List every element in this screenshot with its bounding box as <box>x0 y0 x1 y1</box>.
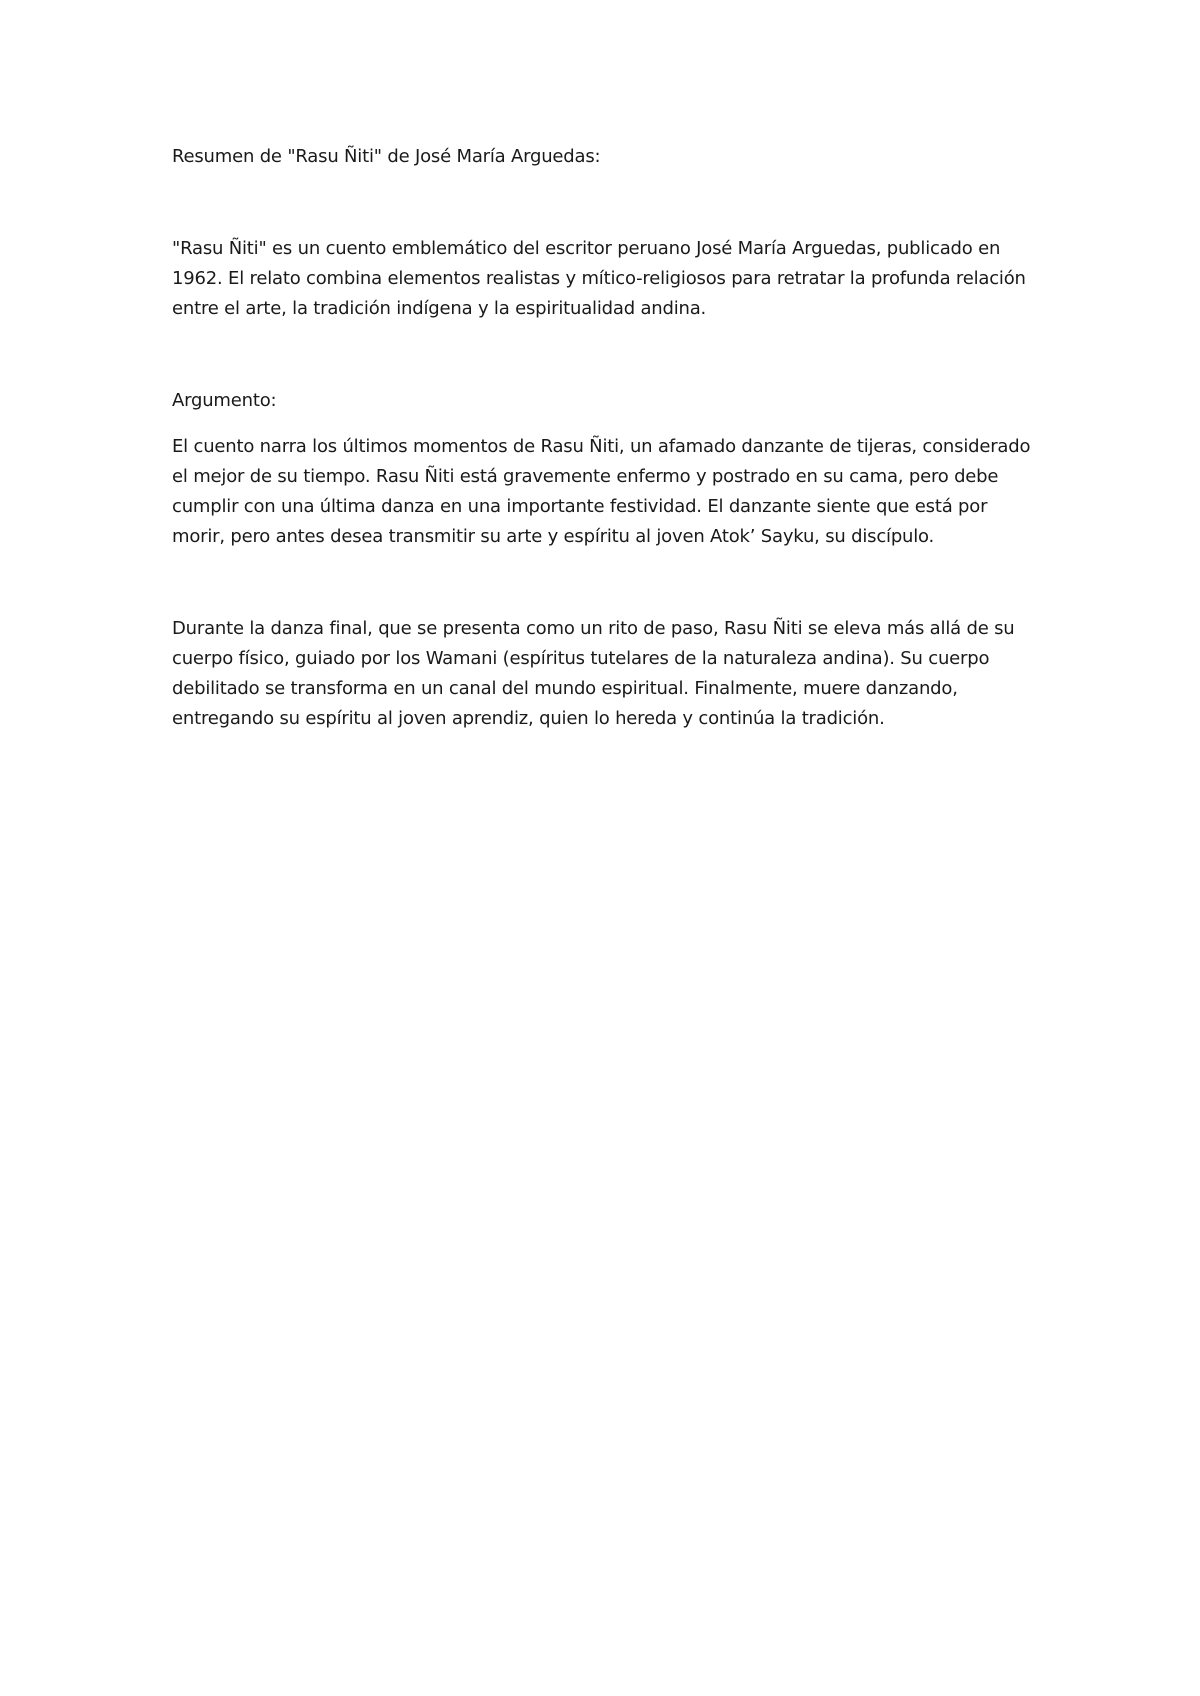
argument-paragraph-1: El cuento narra los últimos momentos de Rasu Ñiti, un afamado danzante de tijeras, considerado el mejor de su tiempo. Rasu Ñiti está gravemente enfermo y postrado en su cama, pero debe cumplir con una última danza en una importante festividad. El danzante siente que está por morir, pero antes desea transmitir su arte y espíritu al joven Atok’ Sayku, su discípulo. <box>172 436 1031 547</box>
document-title: Resumen de "Rasu Ñiti" de José María Arguedas: <box>172 146 601 167</box>
document-body <box>172 142 1042 734</box>
intro-paragraph: "Rasu Ñiti" es un cuento emblemático del escritor peruano José María Arguedas, publicado en 1962. El relato combina elementos realistas y mítico-religiosos para retratar la profunda relación entre el arte, la tradición indígena y la espiritualidad andina. <box>172 238 1026 319</box>
argument-paragraph-2: Durante la danza final, que se presenta como un rito de paso, Rasu Ñiti se eleva más allá de su cuerpo físico, guiado por los Wamani (espíritus tutelares de la naturaleza andina). Su cuerpo debilitado se transforma en un canal del mundo espiritual. Finalmente, muere danzando, entregando su espíritu al joven aprendiz, quien lo hereda y continúa la tradición. <box>172 618 1015 729</box>
section-heading-argumento: Argumento: <box>172 390 277 411</box>
